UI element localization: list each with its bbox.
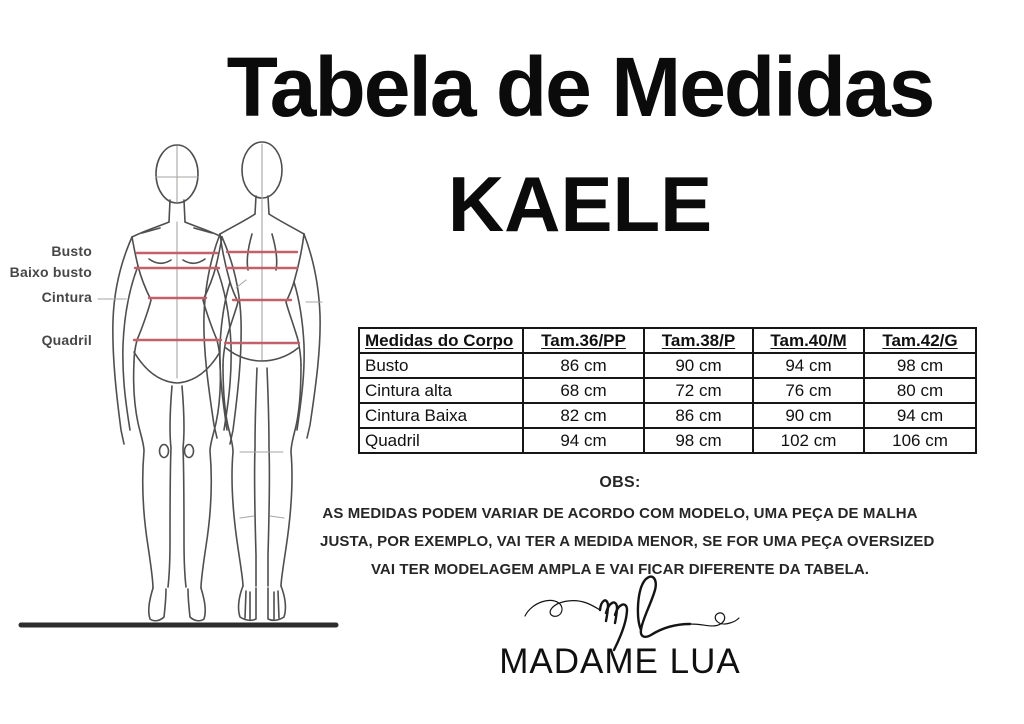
table-row [359,403,976,428]
label-quadril: Quadril [41,332,92,348]
note-line: JUSTA, POR EXEMPLO, VAI TER A MEDIDA MENOR, SE FOR UMA PEÇA OVERSIZED [320,533,935,550]
note-line: AS MEDIDAS PODEM VARIAR DE ACORDO COM MODELO, UMA PEÇA DE MALHA [322,505,918,522]
cell-value: 68 cm [523,378,644,403]
monogram-ml-icon [490,572,750,652]
cell-value: 98 cm [864,353,976,378]
cell-value: 94 cm [753,353,864,378]
note-heading: OBS: [599,474,641,491]
cell-value: 98 cm [644,428,753,453]
measurements-table [358,327,977,454]
row-label: Cintura Baixa [359,403,523,428]
table-row [359,378,976,403]
col-header-tam38: Tam.38/P [644,328,753,353]
cell-value: 72 cm [644,378,753,403]
row-label: Busto [359,353,523,378]
brand-logo [470,568,770,693]
col-header-medidas: Medidas do Corpo [359,328,523,353]
col-header-tam36: Tam.36/PP [523,328,644,353]
page-subtitle: KAELE [447,160,713,249]
cell-value: 80 cm [864,378,976,403]
brand-name: MADAME LUA [499,642,741,681]
cell-value: 86 cm [523,353,644,378]
back-figure-drawing [204,142,320,620]
label-baixo-busto: Baixo busto [9,264,92,280]
cell-value: 90 cm [644,353,753,378]
label-cintura: Cintura [41,289,92,305]
cell-value: 82 cm [523,403,644,428]
col-header-tam40: Tam.40/M [753,328,864,353]
note-line: VAI TER MODELAGEM AMPLA E VAI FICAR DIFERENTE DA TABELA. [370,561,870,578]
table-header-row [359,328,976,353]
row-label: Quadril [359,428,523,453]
cell-value: 106 cm [864,428,976,453]
cell-value: 102 cm [753,428,864,453]
page-title: Tabela de Medidas [226,40,934,134]
table-row [359,353,976,378]
row-label: Cintura alta [359,378,523,403]
label-busto: Busto [51,243,92,259]
croquis-illustration [0,130,345,660]
cell-value: 94 cm [864,403,976,428]
cell-value: 86 cm [644,403,753,428]
cell-value: 76 cm [753,378,864,403]
col-header-tam42: Tam.42/G [864,328,976,353]
cell-value: 94 cm [523,428,644,453]
table-row [359,428,976,453]
cell-value: 90 cm [753,403,864,428]
